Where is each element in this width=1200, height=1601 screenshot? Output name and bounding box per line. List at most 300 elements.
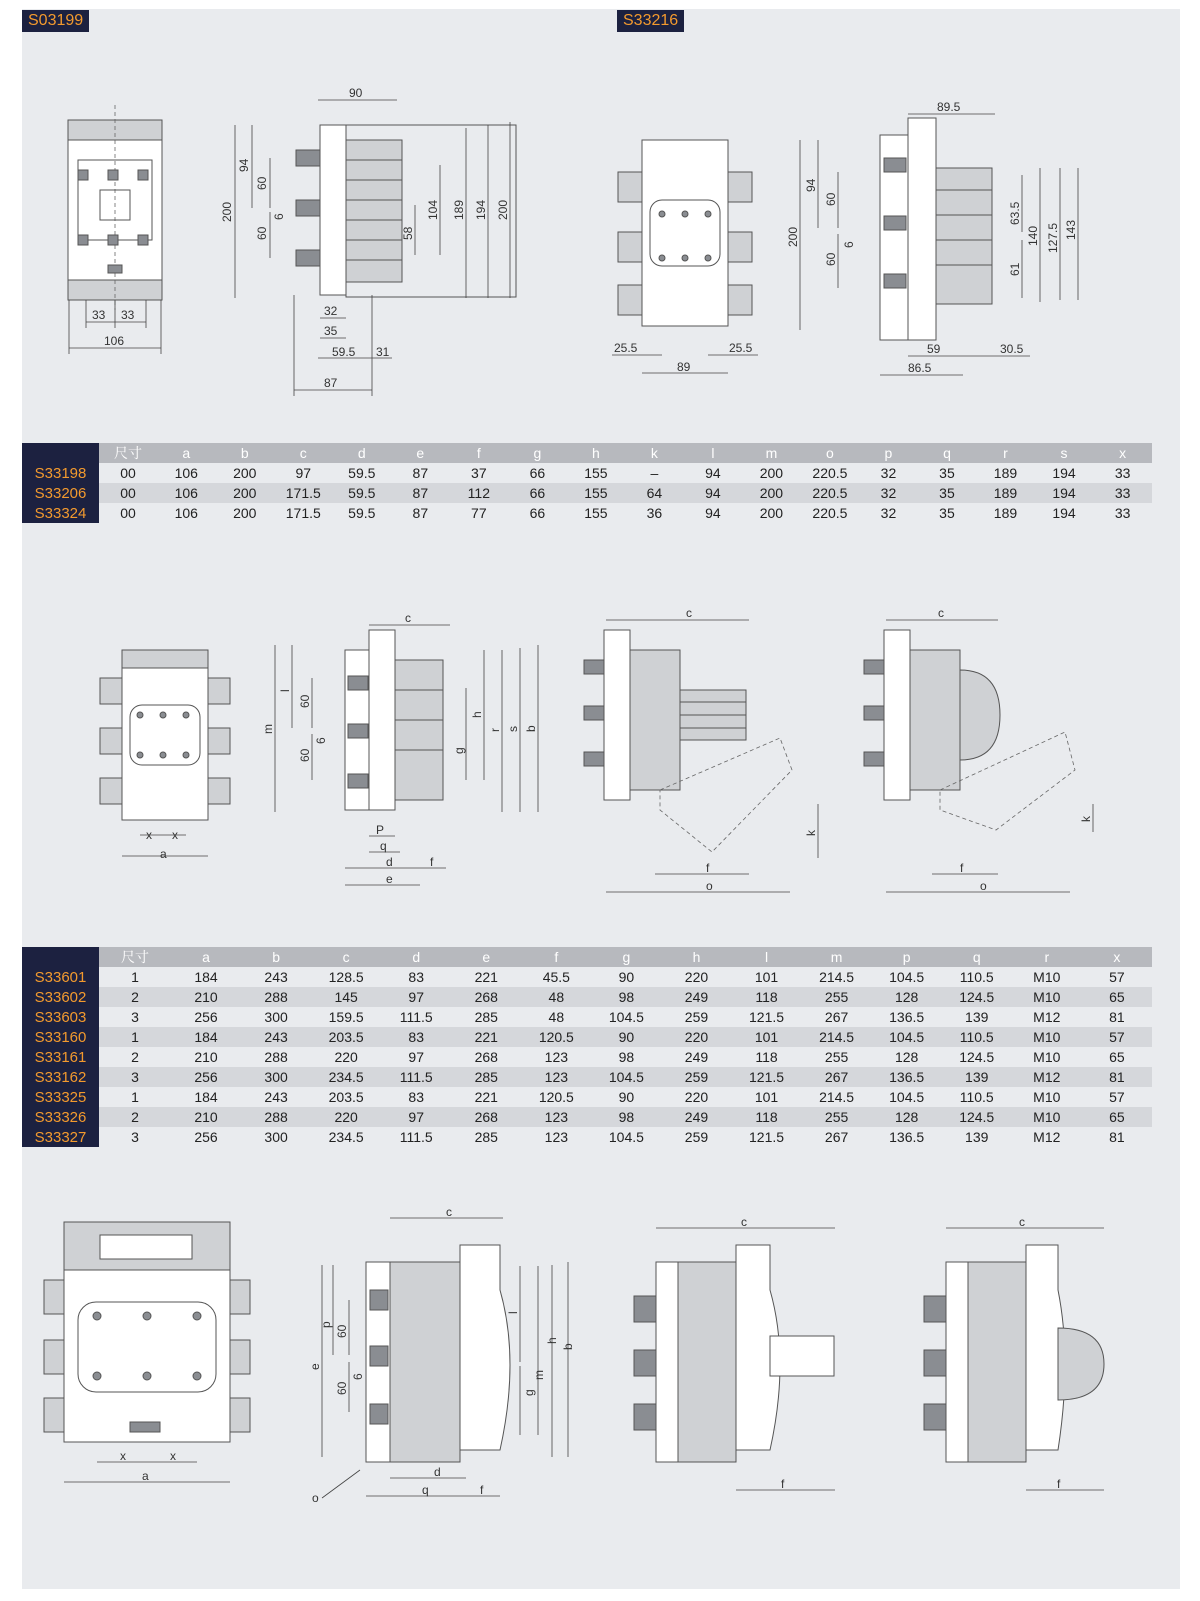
dim-r: r	[488, 728, 502, 732]
value-cell: 259	[684, 1129, 709, 1145]
dim-94: 94	[804, 178, 818, 192]
dim-94: 94	[237, 158, 251, 172]
value-cell: 90	[591, 1027, 661, 1047]
value-cell: 220	[661, 1027, 731, 1047]
value-cell: 220	[311, 1107, 381, 1127]
value-cell: 139	[965, 1009, 989, 1025]
value-cell: 104.5	[889, 969, 925, 985]
value-cell: 59.5	[348, 465, 376, 481]
dim-189: 189	[452, 199, 466, 220]
value-cell: 110.5	[942, 1027, 1012, 1047]
header-cell: m	[742, 443, 801, 463]
header-cell: d	[381, 947, 451, 967]
value-cell: 104.5	[889, 1089, 925, 1105]
value-cell: 189	[993, 465, 1018, 481]
value-cell: 33	[1114, 505, 1131, 521]
value-cell: 123	[544, 1129, 569, 1145]
value-cell: 214.5	[802, 1027, 872, 1047]
model-code-cell: S33602	[22, 987, 99, 1007]
value-cell: 121.5	[749, 1009, 785, 1025]
header-cell: o	[801, 443, 860, 463]
value-cell: 221	[451, 1027, 521, 1047]
dim-x1: 33	[92, 308, 106, 322]
value-cell: 249	[684, 1049, 709, 1065]
value-cell: 155	[584, 505, 608, 521]
value-cell: 111.5	[399, 1009, 433, 1025]
value-cell: 159.5	[328, 1009, 364, 1025]
value-cell: 184	[171, 1027, 241, 1047]
value-cell: 57	[1082, 1027, 1152, 1047]
value-cell: 77	[471, 505, 487, 521]
value-cell: M12	[1033, 1009, 1061, 1025]
value-cell: 128	[872, 1107, 942, 1127]
value-cell: 259	[661, 1067, 731, 1087]
dim-f: f	[430, 855, 434, 869]
dim-f: f	[960, 861, 964, 875]
value-cell: 59.5	[348, 505, 376, 521]
value-cell: 2	[99, 987, 171, 1007]
table-row	[22, 463, 1152, 483]
value-cell: 200	[742, 483, 801, 503]
dim-f: f	[706, 861, 710, 875]
value-cell: 200	[759, 505, 784, 521]
table-row	[22, 1047, 1152, 1067]
header-cell: x	[1093, 443, 1152, 463]
dim-width: 106	[104, 334, 125, 348]
dim-c: c	[1019, 1215, 1025, 1229]
value-cell: 136.5	[889, 1009, 925, 1025]
value-cell: 255	[824, 1049, 849, 1065]
value-cell: 1	[131, 969, 139, 985]
value-cell: 97	[295, 465, 312, 481]
value-cell: 101	[754, 1089, 779, 1105]
value-cell: 32	[880, 465, 897, 481]
header-cell: g	[591, 947, 661, 967]
dim-60b: 60	[824, 252, 838, 266]
value-cell: 59.5	[333, 483, 392, 503]
value-cell: 255	[802, 987, 872, 1007]
header-cell: a	[171, 947, 241, 967]
value-cell: 249	[661, 1107, 731, 1127]
dim-e: e	[386, 872, 393, 886]
value-cell: 256	[194, 1009, 218, 1025]
value-cell: 243	[241, 1027, 311, 1047]
value-cell: 288	[264, 1049, 288, 1065]
header-cell: x	[1082, 947, 1152, 967]
value-cell: 81	[1082, 1067, 1152, 1087]
value-cell: 83	[408, 1089, 424, 1105]
value-cell: 210	[194, 1049, 218, 1065]
value-cell: 285	[474, 1129, 498, 1145]
dim-60-b: 60	[298, 748, 312, 762]
value-cell: 3	[131, 1009, 139, 1025]
value-cell: 189	[976, 483, 1035, 503]
dim-200: 200	[786, 226, 800, 247]
value-cell: 288	[241, 987, 311, 1007]
dim-104: 104	[426, 199, 440, 220]
value-cell: M12	[1012, 1067, 1082, 1087]
value-cell: 97	[381, 987, 451, 1007]
dim-o: o	[980, 879, 987, 893]
value-cell: 104.5	[872, 1027, 942, 1047]
dim-200b: 200	[496, 199, 510, 220]
dim-m: m	[261, 724, 275, 734]
value-cell: 220	[684, 1089, 709, 1105]
value-cell: 110.5	[959, 1089, 994, 1105]
value-cell: 194	[1052, 505, 1076, 521]
value-cell: 268	[451, 1107, 521, 1127]
value-cell: 255	[802, 1107, 872, 1127]
value-cell: 104.5	[608, 1129, 644, 1145]
dim-x-b: x	[170, 1449, 176, 1463]
dim-89-5: 89.5	[937, 100, 961, 114]
value-cell: M10	[1012, 1107, 1082, 1127]
dim-6: 6	[842, 241, 856, 248]
value-cell: 200	[216, 483, 275, 503]
value-cell: 194	[1052, 465, 1076, 481]
value-cell: 249	[661, 987, 731, 1007]
dim-6: 6	[351, 1373, 365, 1380]
value-cell: 267	[824, 1129, 849, 1145]
header-cell: 尺寸	[99, 947, 171, 967]
dim-l: l	[278, 689, 292, 692]
dim-b: b	[561, 1343, 575, 1350]
value-cell: 120.5	[538, 1089, 574, 1105]
model-code-cell: S33161	[22, 1047, 99, 1067]
value-cell: 210	[171, 987, 241, 1007]
value-cell: –	[650, 465, 659, 481]
dim-60a: 60	[255, 176, 269, 190]
header-cell: r	[976, 443, 1035, 463]
dim-59: 59	[927, 342, 941, 356]
value-cell: 268	[451, 987, 521, 1007]
value-cell: 200	[759, 465, 784, 481]
value-cell: 203.5	[328, 1089, 364, 1105]
value-cell: M10	[1012, 987, 1082, 1007]
table-row	[22, 503, 1152, 523]
value-cell: 123	[521, 1067, 591, 1087]
value-cell: 98	[591, 1107, 661, 1127]
header-cell: q	[942, 947, 1012, 967]
dim-86-5: 86.5	[908, 361, 932, 375]
value-cell: 155	[567, 483, 626, 503]
header-cell: h	[661, 947, 731, 967]
value-cell: 1	[99, 1027, 171, 1047]
dim-25-5-right: 25.5	[729, 341, 753, 355]
dim-143: 143	[1064, 219, 1078, 240]
dim-200a: 200	[220, 201, 234, 222]
value-cell: 259	[684, 1009, 709, 1025]
model-label-left: S03199	[22, 10, 89, 32]
value-cell: 220	[684, 969, 709, 985]
value-cell: 00	[120, 505, 136, 521]
value-cell: 184	[194, 969, 218, 985]
value-cell: 128	[872, 987, 942, 1007]
dim-60-a: 60	[298, 694, 312, 708]
header-cell: l	[684, 443, 743, 463]
value-cell: 256	[171, 1067, 241, 1087]
value-cell: 118	[755, 1049, 778, 1065]
value-cell: 81	[1109, 1009, 1125, 1025]
dim-P: P	[376, 823, 385, 837]
value-cell: 32	[880, 505, 897, 521]
header-cell: e	[451, 947, 521, 967]
dim-c: c	[686, 606, 692, 620]
value-cell: 210	[171, 1107, 241, 1127]
value-cell: M10	[1033, 969, 1061, 985]
model-code-cell: S33162	[22, 1067, 99, 1087]
value-cell: 81	[1109, 1129, 1125, 1145]
value-cell: 106	[174, 505, 198, 521]
value-cell: 234.5	[328, 1129, 364, 1145]
dim-6: 6	[314, 737, 328, 744]
model-code-cell: S33327	[22, 1127, 99, 1147]
value-cell: 221	[474, 969, 498, 985]
value-cell: 123	[521, 1107, 591, 1127]
value-cell: 3	[99, 1067, 171, 1087]
dim-b: b	[524, 725, 538, 732]
value-cell: 120.5	[521, 1027, 591, 1047]
value-cell: 234.5	[311, 1067, 381, 1087]
value-cell: 268	[474, 1049, 498, 1065]
value-cell: 200	[233, 465, 257, 481]
value-cell: 65	[1082, 1107, 1152, 1127]
value-cell: 136.5	[889, 1129, 925, 1145]
value-cell: M10	[1033, 1049, 1061, 1065]
header-cell: h	[567, 443, 626, 463]
value-cell: 64	[625, 483, 684, 503]
value-cell: 106	[157, 483, 216, 503]
value-cell: 66	[508, 483, 567, 503]
value-cell: 111.5	[399, 1129, 433, 1145]
value-cell: 243	[264, 969, 288, 985]
value-cell: 221	[474, 1089, 498, 1105]
value-cell: 33	[1093, 483, 1152, 503]
table-2-body	[22, 967, 1152, 1147]
value-cell: M12	[1033, 1129, 1061, 1145]
value-cell: 98	[591, 987, 661, 1007]
dim-x-b: x	[172, 828, 178, 842]
value-cell: 97	[408, 1049, 424, 1065]
value-cell: 83	[381, 1027, 451, 1047]
value-cell: 214.5	[819, 1089, 855, 1105]
table-row	[22, 1007, 1152, 1027]
dim-k: k	[804, 830, 818, 836]
value-cell: 300	[241, 1067, 311, 1087]
dim-c: c	[938, 606, 944, 620]
value-cell: 111.5	[381, 1067, 451, 1087]
model-label-right: S33216	[617, 10, 684, 32]
value-cell: 32	[859, 483, 918, 503]
dim-25-5-left: 25.5	[614, 341, 638, 355]
value-cell: 145	[311, 987, 381, 1007]
value-cell: 94	[705, 505, 721, 521]
table-row	[22, 1127, 1152, 1147]
dim-c: c	[741, 1215, 747, 1229]
header-cell: d	[333, 443, 392, 463]
table-1-body	[22, 463, 1152, 523]
value-cell: 101	[754, 969, 779, 985]
value-cell: 87	[391, 483, 450, 503]
dim-60a: 60	[824, 192, 838, 206]
header-cell: r	[1012, 947, 1082, 967]
value-cell: 65	[1109, 1049, 1125, 1065]
value-cell: 87	[412, 465, 429, 481]
table-row	[22, 987, 1152, 1007]
dim-m: m	[532, 1370, 546, 1380]
header-cell: f	[450, 443, 509, 463]
table-header-row	[22, 443, 1152, 463]
value-cell: 87	[412, 505, 429, 521]
value-cell: 118	[732, 987, 802, 1007]
value-cell: 300	[264, 1009, 288, 1025]
value-cell: 90	[618, 1089, 635, 1105]
dim-g: g	[522, 1389, 536, 1396]
value-cell: 118	[732, 1107, 802, 1127]
table-row	[22, 1087, 1152, 1107]
value-cell: 35	[939, 505, 955, 521]
dim-q: q	[422, 1483, 429, 1497]
value-cell: 121.5	[749, 1129, 785, 1145]
dim-o: o	[706, 879, 713, 893]
value-cell: 155	[584, 465, 608, 481]
value-cell: 171.5	[285, 505, 321, 521]
dim-32: 32	[324, 304, 338, 318]
value-cell: 2	[99, 1107, 171, 1127]
table-corner	[22, 947, 99, 967]
value-cell: 37	[471, 465, 487, 481]
header-cell: c	[311, 947, 381, 967]
dim-x2: 33	[121, 308, 135, 322]
value-cell: 128.5	[328, 969, 364, 985]
value-cell: 33	[1114, 465, 1131, 481]
header-cell: s	[1035, 443, 1094, 463]
dim-a: a	[142, 1469, 149, 1483]
dim-35: 35	[324, 324, 338, 338]
model-code-cell: S33601	[22, 967, 99, 987]
value-cell: 124.5	[959, 1049, 995, 1065]
value-cell: 124.5	[942, 1107, 1012, 1127]
dim-87: 87	[324, 376, 338, 390]
dim-x-a: x	[120, 1449, 126, 1463]
value-cell: 35	[918, 483, 977, 503]
value-cell: 220.5	[801, 483, 860, 503]
header-cell: 尺寸	[99, 443, 157, 463]
value-cell: 90	[618, 969, 635, 985]
header-cell: c	[274, 443, 333, 463]
dim-f: f	[480, 1483, 484, 1497]
dim-k: k	[1079, 816, 1093, 822]
value-cell: 36	[646, 505, 663, 521]
value-cell: 110.5	[959, 969, 994, 985]
value-cell: 3	[131, 1129, 139, 1145]
dim-g: g	[452, 747, 466, 754]
value-cell: 256	[194, 1129, 218, 1145]
dim-d: d	[386, 855, 393, 869]
dim-61: 61	[1008, 262, 1022, 276]
dim-q: q	[380, 839, 387, 853]
value-cell: 139	[965, 1129, 989, 1145]
model-code-cell: S33326	[22, 1107, 99, 1127]
value-cell: 243	[264, 1089, 288, 1105]
dim-140: 140	[1026, 225, 1040, 246]
value-cell: 171.5	[274, 483, 333, 503]
value-cell: 288	[241, 1107, 311, 1127]
header-cell: k	[625, 443, 684, 463]
dim-30-5: 30.5	[1000, 342, 1024, 356]
dim-60b: 60	[255, 226, 269, 240]
value-cell: 94	[684, 483, 743, 503]
dim-e: e	[308, 1363, 322, 1370]
value-cell: 00	[99, 483, 157, 503]
header-cell: g	[508, 443, 567, 463]
value-cell: 66	[529, 465, 546, 481]
value-cell: 300	[264, 1129, 288, 1145]
value-cell: 66	[529, 505, 546, 521]
spec-table-2	[22, 947, 1152, 1147]
value-cell: 121.5	[732, 1067, 802, 1087]
table-row	[22, 483, 1152, 503]
value-cell: 124.5	[942, 987, 1012, 1007]
model-code-cell: S33160	[22, 1027, 99, 1047]
dim-63-5: 63.5	[1008, 201, 1022, 225]
table-row	[22, 1067, 1152, 1087]
value-cell: 123	[544, 1049, 569, 1065]
value-cell: 128	[894, 1049, 919, 1065]
model-code-cell: S33603	[22, 1007, 99, 1027]
model-code-cell: S33325	[22, 1087, 99, 1107]
dim-58: 58	[401, 226, 415, 240]
dim-s: s	[506, 726, 520, 732]
value-cell: 94	[705, 465, 721, 481]
header-cell: f	[521, 947, 591, 967]
dim-59-5: 59.5	[332, 345, 356, 359]
value-cell: 285	[451, 1067, 521, 1087]
value-cell: 2	[131, 1049, 139, 1065]
header-cell: b	[241, 947, 311, 967]
value-cell: 83	[408, 969, 424, 985]
header-cell: m	[802, 947, 872, 967]
dim-c: c	[405, 611, 411, 625]
value-cell: 136.5	[872, 1067, 942, 1087]
value-cell: 112	[450, 483, 509, 503]
value-cell: M10	[1033, 1089, 1061, 1105]
dim-c: c	[446, 1205, 452, 1219]
value-cell: 48	[521, 987, 591, 1007]
value-cell: 189	[993, 505, 1018, 521]
value-cell: 48	[548, 1009, 565, 1025]
model-code-cell: S33206	[22, 483, 99, 503]
dim-127-5: 127.5	[1046, 222, 1060, 253]
value-cell: M10	[1012, 1027, 1082, 1047]
dim-h: h	[545, 1337, 559, 1344]
value-cell: 57	[1109, 1089, 1125, 1105]
dim-a: a	[160, 847, 167, 861]
header-cell: q	[918, 443, 977, 463]
spec-table-1	[22, 443, 1152, 523]
dim-l: l	[506, 1311, 520, 1314]
fuse-body	[346, 140, 402, 282]
body-outline	[642, 140, 728, 326]
value-cell: 65	[1082, 987, 1152, 1007]
header-cell: l	[732, 947, 802, 967]
value-cell: 1	[131, 1089, 139, 1105]
value-cell: 267	[824, 1009, 849, 1025]
dim-6: 6	[272, 213, 286, 220]
model-code-cell: S33324	[22, 503, 99, 523]
dim-89: 89	[677, 360, 691, 374]
value-cell: 00	[120, 465, 136, 481]
